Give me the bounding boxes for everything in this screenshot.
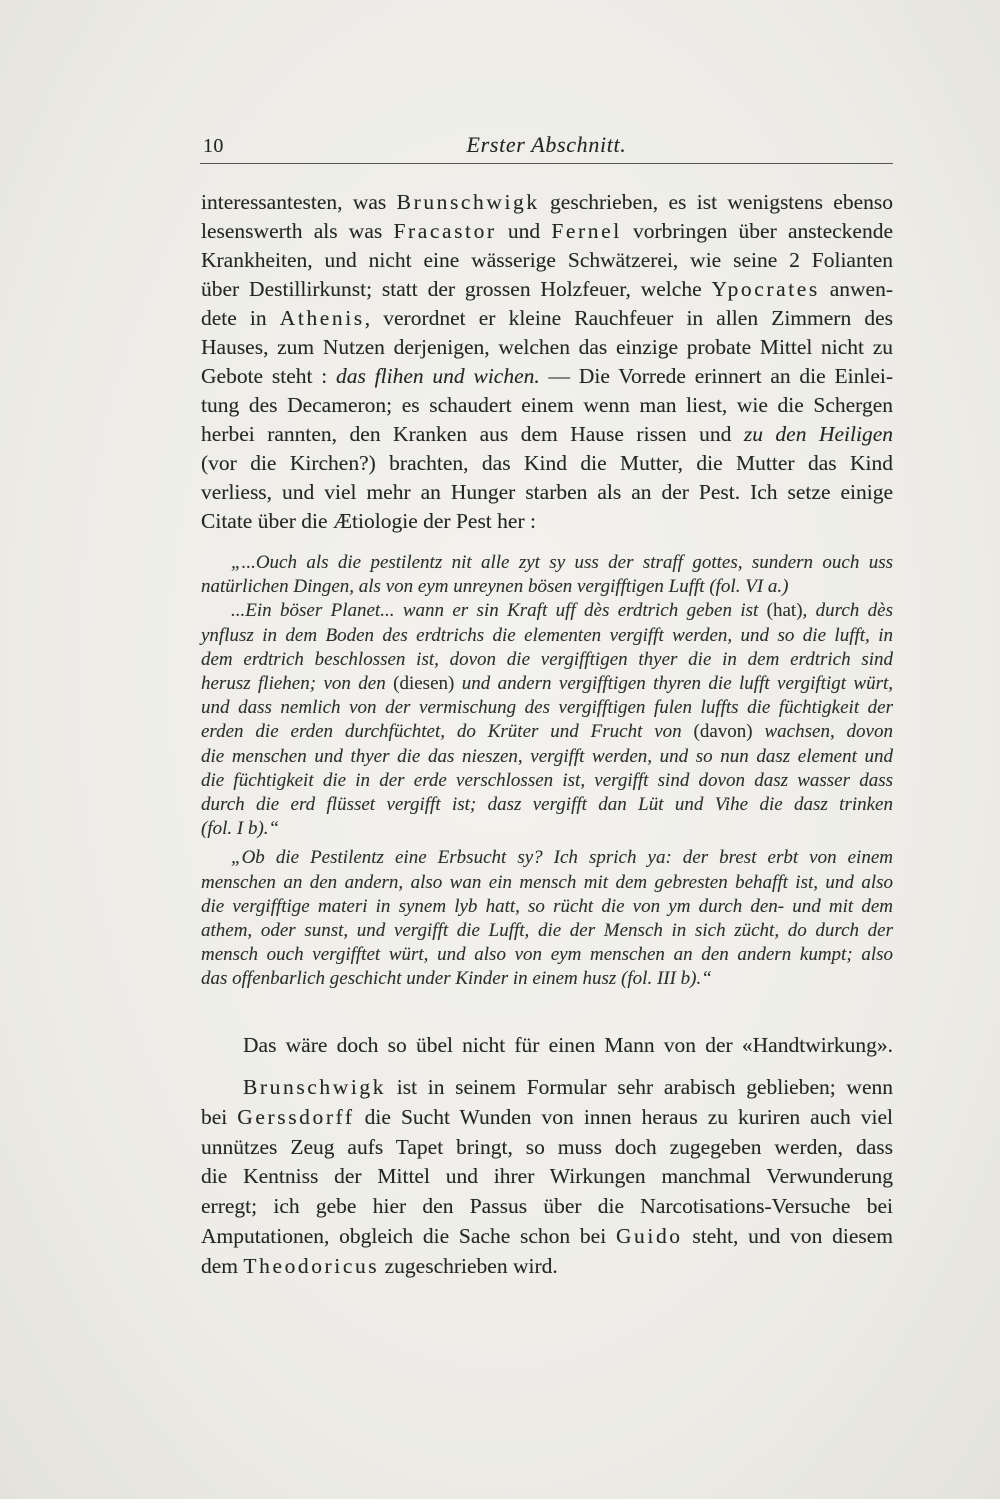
text-run: die Kentniss der Mittel und ihrer Wirkungen manchmal Verwunderung [201, 1164, 893, 1189]
text-run: geschrieben, es ist wenigstens ebenso [539, 190, 894, 214]
spaced-name: Brunschwigk [243, 1075, 387, 1099]
text-line [201, 304, 893, 333]
text-run: mensch ouch vergifftet würt, und also von eym menschen an den andern kumpt; also [201, 944, 893, 966]
text-run: dete in [201, 306, 280, 330]
text-run: natürlichen Dingen, als von eym unreynen bösen vergifftigen Lufft (fol. VI a.) [201, 576, 789, 598]
text-line [201, 793, 893, 817]
text-line [201, 551, 893, 575]
text-run: verliess, und viel mehr an Hunger starben als an der Pest. Ich setze einige [201, 480, 893, 504]
text-run: ist in seinem Formular sehr arabisch geblieben; wenn [386, 1075, 893, 1099]
spaced-name: Brunschwigk [396, 190, 540, 214]
text-run: Gebote steht : [201, 364, 337, 388]
text-run: athem, oder sunst, und vergifft die Lufft, die der Mensch in sich zücht, do durch der [201, 920, 893, 942]
text-run: Citate über die Ætiologie der Pest her : [201, 509, 536, 533]
text-run: ...Ein böser Planet... wann er sin Kraft uff dès erdtrich geben ist [231, 600, 767, 622]
spaced-name: Fracastor [393, 219, 497, 243]
text-run: interessantesten, was [201, 190, 397, 214]
text-run: vorbringen über ansteckende [621, 219, 893, 243]
text-run: — Die Vorrede erinnert an die Einlei- [539, 364, 893, 388]
text-line [201, 846, 893, 870]
paragraph-handtwirkung [201, 1031, 893, 1060]
text-run: (vor die Kirchen?) brachten, das Kind die Mutter, die Mutter das Kind [201, 451, 893, 475]
text-line [201, 1103, 893, 1133]
text-line [201, 1073, 893, 1103]
quote-passage-erbsucht [201, 846, 893, 991]
text-line [201, 1222, 893, 1252]
text-run: ynflusz in dem Boden des erdtrichs die elementen vergifft werden, und so die lufft, in [201, 624, 893, 646]
text-line [201, 817, 893, 841]
text-run: „Ob die Pestilentz eine Erbsucht sy? Ich sprich ya: der brest erbt von einem [231, 847, 893, 869]
text-run: erregt; ich gebe hier den Passus über die Narcotisations-Versuche bei [201, 1194, 893, 1219]
text-run: menschen an den andern, also wan ein mensch mit dem gebresten behafft ist, und also [201, 871, 893, 893]
text-line [201, 599, 893, 623]
text-line [201, 217, 893, 246]
text-line [201, 624, 893, 648]
running-head: Erster Abschnitt. [466, 132, 627, 157]
text-line [201, 391, 893, 420]
text-run: wachsen, dovon [752, 721, 893, 743]
text-run: anwen- [819, 277, 893, 301]
text-line [201, 919, 893, 943]
text-run: herusz fliehen; von den [201, 673, 394, 695]
text-line [201, 575, 893, 599]
text-line [201, 720, 893, 744]
text-run: und [496, 219, 552, 243]
text-line [201, 188, 893, 217]
spaced-name: Guido [615, 1223, 683, 1248]
text-run: das offenbarlich geschicht under Kinder in einem husz (fol. III b).“ [201, 968, 712, 990]
text-line [201, 696, 893, 720]
text-run: tung des Decameron; es schaudert einem wenn man liest, wie die Schergen [201, 393, 893, 417]
paragraph-formular [201, 1073, 893, 1282]
text-run: steht, und von diesem [682, 1223, 893, 1248]
italic-run: zu den Heiligen [743, 422, 893, 446]
text-run: die Sucht Wunden von innen heraus zu kuriren auch viel [354, 1104, 893, 1129]
text-run: bei [201, 1104, 238, 1129]
text-line [201, 1192, 893, 1222]
text-run: (fol. I b).“ [201, 818, 280, 840]
spaced-name: Ypocrates [711, 277, 820, 301]
quote-passage-pestilentz [201, 551, 893, 599]
text-line [201, 478, 893, 507]
text-line [201, 1133, 893, 1163]
roman-run: (davon) [693, 721, 753, 743]
text-line [201, 333, 893, 362]
spaced-name: Fernel [551, 219, 622, 243]
roman-run: (diesen) [393, 673, 455, 695]
text-line [201, 275, 893, 304]
paragraph-continued [201, 188, 893, 536]
text-line [201, 362, 893, 391]
text-line [201, 895, 893, 919]
text-run: über Destillirkunst; statt der grossen Holzfeuer, welche [201, 277, 712, 301]
header-rule [200, 163, 893, 164]
quotation-block [201, 551, 893, 992]
text-run: und dass nemlich von der vermischung des vergifftigen fulen luffts die füchtigkeit der [201, 697, 893, 719]
text-line [201, 648, 893, 672]
text-run: Amputationen, obgleich die Sache schon bei [201, 1223, 616, 1248]
text-line [201, 1252, 893, 1282]
text-line [201, 745, 893, 769]
text-run: durch die erd flüsset vergifft ist; dasz vergifft dan Lüt und Vihe die dasz trinken [201, 794, 893, 816]
text-run: „...Ouch als die pestilentz nit alle zyt sy uss der straff gottes, sundern ouch uss [231, 552, 893, 573]
page-number: 10 [203, 135, 224, 157]
spaced-name: Theodoricus [243, 1253, 380, 1278]
text-line [201, 943, 893, 967]
text-line [201, 1031, 893, 1060]
spaced-name: Athenis [279, 306, 365, 330]
text-run: und andern vergifftigen thyren die lufft vergiftigt würt, [454, 673, 893, 695]
text-run: zugeschrieben wird. [379, 1253, 558, 1278]
text-run: Hauses, zum Nutzen derjenigen, welchen das einzige probate Mittel nicht zu [201, 335, 893, 359]
text-run: , verordnet er kleine Rauchfeuer in allen Zimmern des [364, 306, 893, 330]
text-run: die füchtigkeit die in der erde verschlossen ist, vergifft sind dovon dasz wasser dass [201, 769, 893, 791]
text-line [201, 871, 893, 895]
text-run: herbei rannten, den Kranken aus dem Hause rissen und [201, 422, 744, 446]
text-run: lesenswerth als was [201, 219, 394, 243]
text-run: Das wäre doch so übel nicht für einen Mann von der «Handtwirkung». [243, 1033, 893, 1057]
italic-run: das flihen und wichen. [336, 364, 540, 388]
text-line [201, 967, 893, 991]
text-run: , durch dès [802, 600, 893, 622]
text-run: erden die erden durchfüchtet, do Krüter und Frucht von [201, 721, 694, 743]
roman-run: (hat) [766, 600, 803, 622]
text-line [201, 246, 893, 275]
text-run: die vergifftige materi in synem lyb hatt, so rücht die von ym durch den- und mit dem [201, 895, 893, 917]
text-run: Krankheiten, und nicht eine wässerige Schwätzerei, wie seine 2 Folianten [201, 248, 893, 272]
text-line [201, 672, 893, 696]
text-run: dem erdtrich beschlossen ist, dovon die vergifftigen thyer die in dem erdtrich sind [201, 648, 893, 670]
spaced-name: Gerssdorff [237, 1104, 355, 1129]
text-run: dem [201, 1253, 244, 1278]
text-line [201, 769, 893, 793]
text-line [201, 507, 893, 536]
text-line [201, 420, 893, 449]
text-run: unnützes Zeug aufs Tapet bringt, so muss doch zugegeben werden, dass [201, 1134, 893, 1159]
text-line [201, 1162, 893, 1192]
text-run: die menschen und thyer die das nieszen, vergifft werden, und so nun dasz element und [201, 745, 893, 767]
text-line [201, 449, 893, 478]
quote-passage-planet [201, 599, 893, 841]
